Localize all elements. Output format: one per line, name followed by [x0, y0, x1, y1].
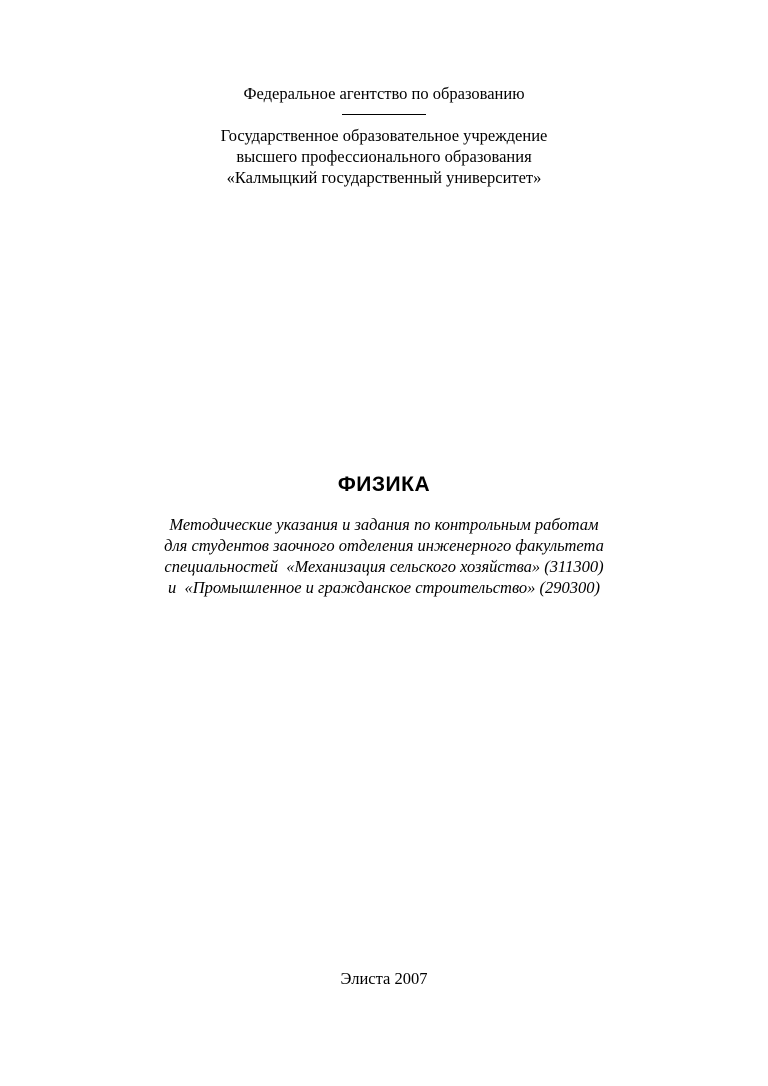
title-block	[0, 472, 768, 598]
subtitle-line: для студентов заочного отделения инженерного факультета	[164, 536, 604, 555]
title-page-footer	[0, 968, 768, 990]
agency-name: Федеральное агентство по образованию	[243, 84, 525, 103]
city-year: Элиста 2007	[340, 969, 428, 988]
subtitle-line: специальностей «Механизация сельского хозяйства» (311300)	[164, 557, 604, 576]
title-page-header	[0, 84, 768, 188]
subtitle-line: и «Промышленное и гражданское строительство» (290300)	[167, 578, 601, 597]
document-title: ФИЗИКА	[337, 473, 431, 496]
subtitle-line: Методические указания и задания по контрольным работам	[169, 515, 599, 534]
header-divider	[342, 114, 426, 115]
institution-line: высшего профессионального образования	[236, 147, 532, 166]
document-subtitle	[0, 514, 768, 598]
institution-line: Государственное образовательное учреждение	[220, 126, 548, 145]
university-name: «Калмыцкий государственный университет»	[226, 168, 542, 187]
